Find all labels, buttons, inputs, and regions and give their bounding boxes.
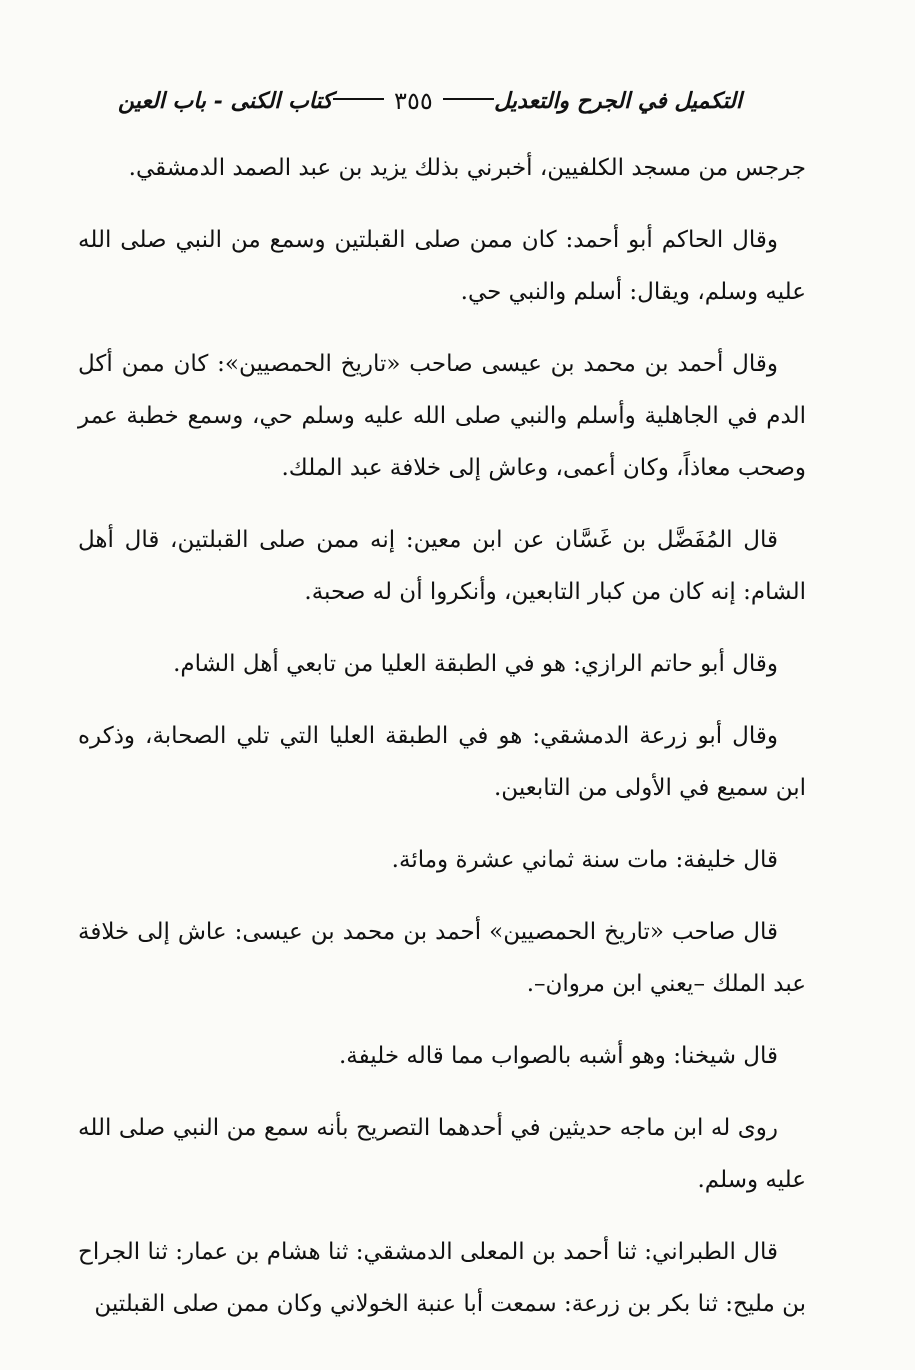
- paragraph: قال صاحب «تاريخ الحمصيين» أحمد بن محمد بن عيسى: عاش إلى خلافة عبد الملك –يعني ابن مروان–.: [78, 919, 806, 997]
- paragraph: وقال الحاكم أبو أحمد: كان ممن صلى القبلتين وسمع من النبي صلى الله عليه وسلم، ويقال: أسلم والنبي حي.: [78, 227, 806, 305]
- paragraph: جرجس من مسجد الكلفيين، أخبرني بذلك يزيد بن عبد الصمد الدمشقي.: [128, 155, 806, 181]
- running-header: [118, 80, 742, 122]
- paragraph: قال خليفة: مات سنة ثماني عشرة ومائة.: [391, 847, 778, 873]
- paragraph: وقال أبو زرعة الدمشقي: هو في الطبقة العليا التي تلي الصحابة، وذكره ابن سميع في الأولى من التابعين.: [78, 723, 806, 801]
- paragraph: روى له ابن ماجه حديثين في أحدهما التصريح بأنه سمع من النبي صلى الله عليه وسلم.: [78, 1115, 806, 1193]
- paragraph: قال شيخنا: وهو أشبه بالصواب مما قاله خليفة.: [339, 1043, 778, 1069]
- paragraph: قال المُفَضَّل بن غَسَّان عن ابن معين: إنه ممن صلى القبلتين، قال أهل الشام: إنه كان من كبار التابعين، وأنكروا أن له صحبة.: [78, 527, 806, 605]
- header-divider: [443, 98, 494, 100]
- header-divider: [333, 98, 384, 100]
- paragraph: قال الطبراني: ثنا أحمد بن المعلى الدمشقي: ثنا هشام بن عمار: ثنا الجراح بن مليح: ثنا بكر بن زرعة: سمعت أبا عنبة الخولاني وكان ممن صلى القبلتين: [78, 1239, 806, 1317]
- section-title: كتاب الكنى - باب العين: [118, 88, 333, 114]
- paragraph: وقال أحمد بن محمد بن عيسى صاحب «تاريخ الحمصيين»: كان ممن أكل الدم في الجاهلية وأسلم والنبي صلى الله عليه وسلم حي، وسمع خطبة عمر وصحب معاذاً، وكان أعمى، وعاش إلى خلافة عبد الملك.: [78, 351, 806, 481]
- book-title: التكميل في الجرح والتعديل: [494, 88, 742, 114]
- paragraph: وقال أبو حاتم الرازي: هو في الطبقة العليا من تابعي أهل الشام.: [173, 651, 778, 677]
- page-number: ٣٥٥: [394, 87, 433, 115]
- page-body: [78, 142, 806, 1350]
